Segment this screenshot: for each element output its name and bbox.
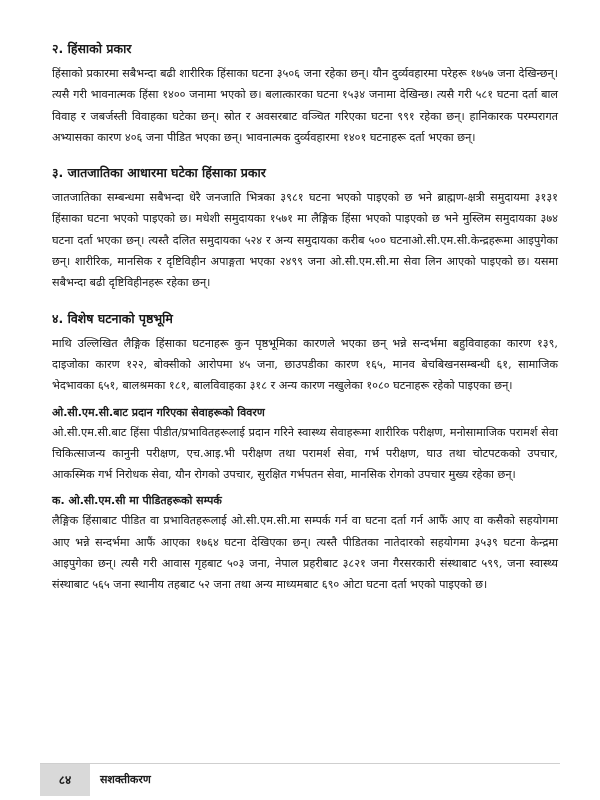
section-4-paragraph: माथि उल्लिखित लैङ्गिक हिंसाका घटनाहरू कुन पृष्ठभूमिका कारणले भएका छन् भन्ने सन्दर्भमा बहुविवाहका कारण १३९, दाइजोका कारण १२२, बोक्सीको आरोपमा ४५ जना, छाउपडीका कारण १६५, मानव बेचबिखनसम्बन्धी ६१, सामाजिक भेदभावका ६५१, बालश्रमका १८१, बालविवाहका ३१८ र अन्य कारण नखुलेका १०८० घटनाहरू रहेको पाइएका छन्। (52, 336, 558, 393)
section-3-heading: ३. जातजातिका आधारमा घटेका हिंसाका प्रकार (52, 165, 266, 181)
section-4-heading: ४. विशेष घटनाको पृष्ठभूमि (52, 310, 173, 326)
section-2-paragraph: हिंसाको प्रकारमा सबैभन्दा बढी शारीरिक हिंसाका घटना ३५०६ जना रहेका छन्। यौन दुर्व्यवहारमा परेहरू १७५७ जना देखिन्छन्। त्यसै गरी भावनात्मक हिंसा १४०० जनामा भएको छ। बलात्कारका घटना १५३४ जनामा देखिन्छ। त्यसै गरी ५८१ घटना दर्ता बाल विवाह र जबर्जस्ती विवाहका घटेका छन्। स्रोत र अवसरबाट वञ्चित गरिएका घटना ९९१ रहेका छन्। हानिकारक परम्परागत अभ्यासका कारण ४०६ जना पीडित भएका छन्। भावनात्मक दुर्व्यवहारमा १४०१ घटनाहरू दर्ता भएका छन्। (52, 67, 558, 144)
contact-heading: क. ओ.सी.एम.सी मा पीडितहरूको सम्पर्क (52, 494, 222, 508)
page-footer (40, 763, 560, 796)
footer-label: सशक्तीकरण (100, 773, 151, 786)
page-content (52, 40, 558, 596)
contact-paragraph: लैङ्गिक हिंसाबाट पीडित वा प्रभावितहरूलाई ओ.सी.एम.सी.मा सम्पर्क गर्न वा घटना दर्ता गर्न आफैं आए वा कसैको सहयोगमा आए भन्ने सन्दर्भमा आफैं आएका १७६४ घटना देखिएका छन्। त्यस्तै पीडितका नातेदारको सहयोगमा ३५३९ घटना केन्द्रमा आइपुगेका छन्। त्यसै गरी आवास गृहबाट ५०३ जना, नेपाल प्रहरीबाट ३८२१ जना गैरसरकारी संस्थाबाट ५९९, जना स्वास्थ्य संस्थाबाट ५६५ जना स्थानीय तहबाट ५२ जना तथा अन्य माध्यमबाट ६९० ओटा घटना दर्ता भएको पाइएको छ। (52, 514, 558, 592)
section-3-paragraph: जातजातिका सम्बन्धमा सबैभन्दा धेरै जनजाति भित्रका ३९८१ घटना भएको पाइएको छ भने ब्राह्मण-क्षत्री समुदायमा ३१३१ हिंसाका घटना भएको पाइएको छ। मधेशी समुदायका १५७१ मा लैङ्गिक हिंसा भएको पाइएको छ भने मुस्लिम समुदायका ३७४ घटना दर्ता भएका छन्। त्यस्तै दलित समुदायका ५२४ र अन्य समुदायका करीब ५०० घटनाओ.सी.एम.सी.केन्द्रहरूमा आइपुगेका छन्। शारीरिक, मानसिक र दृष्टिविहीन अपाङ्गता भएका २४९९ जना ओ.सी.एम.सी.मा सेवा लिन आएको पाइएको छ। यसमा सबैभन्दा बढी दृष्टिविहीनहरू रहेका छन्। (52, 191, 558, 290)
section-2-heading: २. हिंसाको प्रकार (52, 41, 132, 56)
services-heading: ओ.सी.एम.सी.बाट प्रदान गरिएका सेवाहरूको विवरण (52, 405, 265, 419)
services-paragraph: ओ.सी.एम.सी.बाट हिंसा पीडीत/प्रभावितहरूलाई प्रदान गरिने स्वास्थ्य सेवाहरूमा शारीरिक परीक्षण, मनोसामाजिक परामर्श सेवा चिकित्साजन्य कानुनी परीक्षण, एच.आइ.भी परीक्षण तथा परामर्श सेवा, गर्भ परीक्षण, घाउ तथा चोटपटकको उपचार, आकस्मिक गर्भ निरोधक सेवा, यौन रोगको उपचार, सुरक्षित गर्भपतन सेवा, मानसिक रोगको उपचार मुख्य रहेका छन्। (52, 425, 558, 482)
page-number: ८४ (40, 764, 90, 796)
